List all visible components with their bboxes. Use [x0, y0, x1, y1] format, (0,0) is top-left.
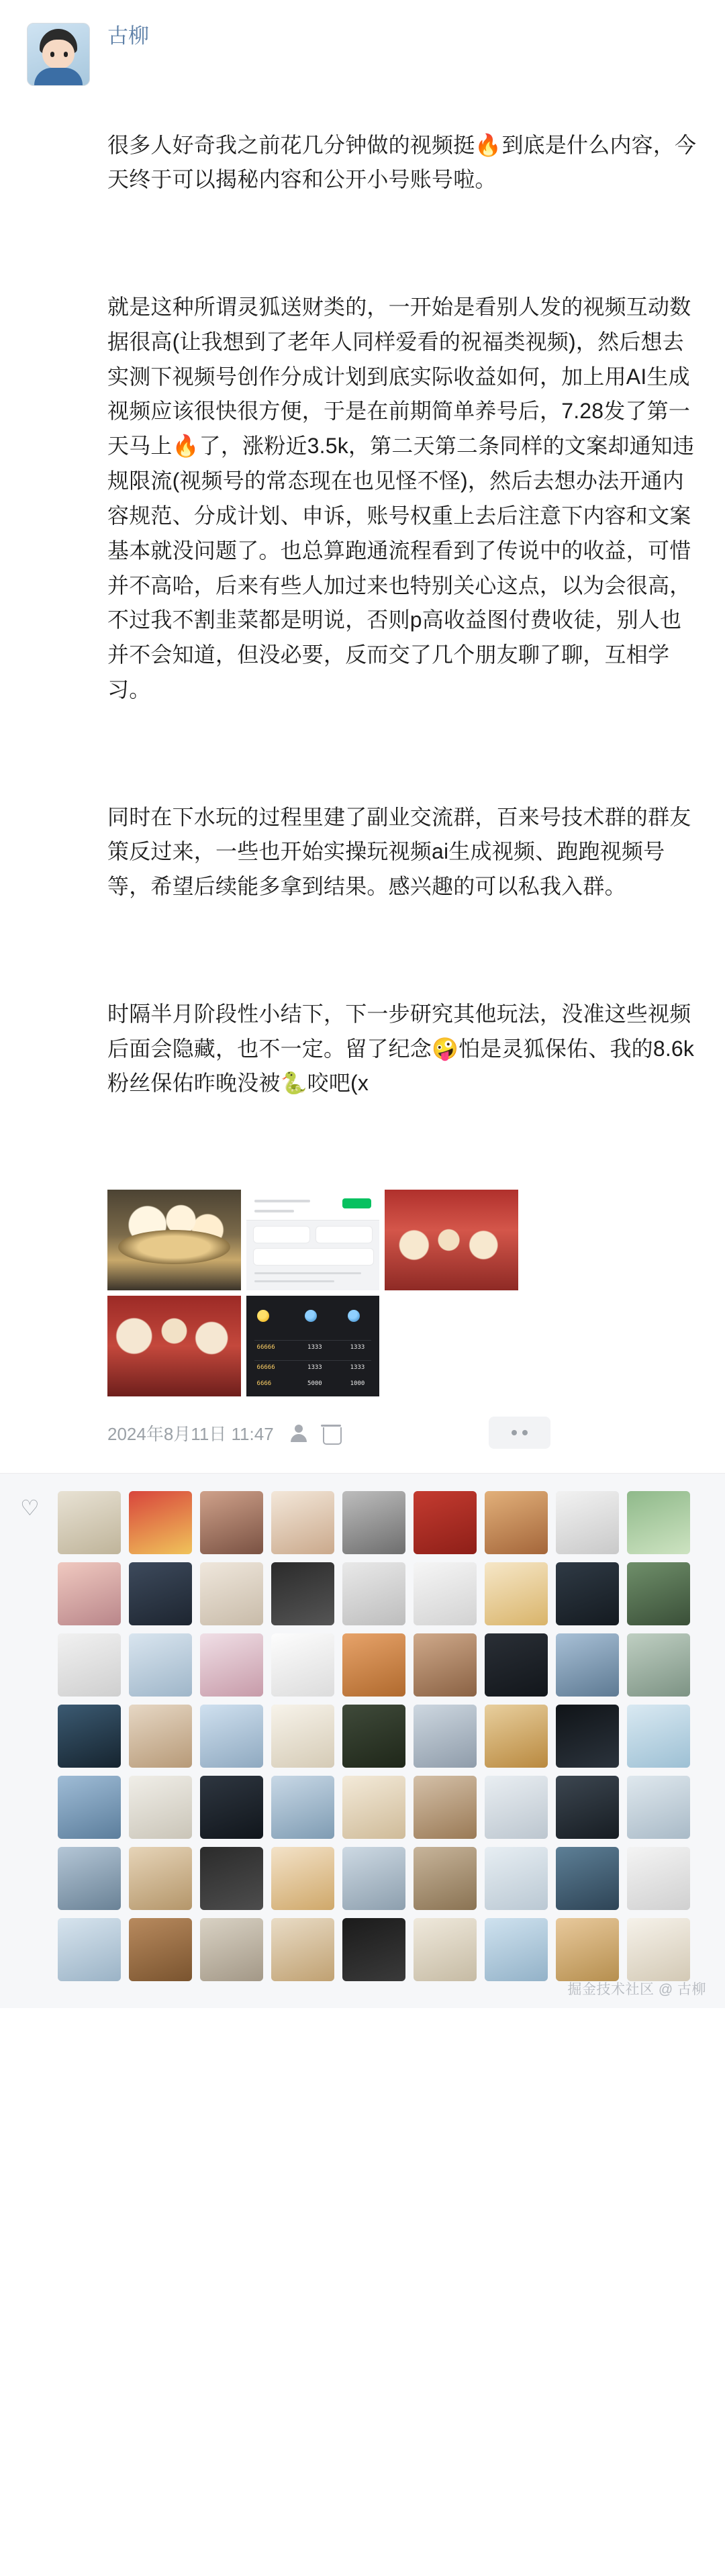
post-paragraph-4: 时隔半月阶段性小结下，下一步研究其他玩法，没准这些视频后面会隐藏，也不一定。留了纪念🤪怕是灵狐保佑、我的8.6k粉丝保佑昨晚没被🐍咬吧(x	[107, 1001, 695, 1096]
avatar-56[interactable]	[129, 1918, 192, 1981]
stat-value-r3c2: 5000	[307, 1380, 322, 1387]
avatar-14[interactable]	[342, 1562, 405, 1625]
avatar-36-image	[627, 1705, 690, 1768]
post-paragraph-2: 就是这种所谓灵狐送财类的，一开始是看别人发的视频互动数据很高(让我想到了老年人同样爱看的祝福类视频)，然后想去实测下视频号创作分成计划到底实际收益如何，加上用AI生成视频应该很快很方便，于是在前期简单养号后，7.28发了第一天马上🔥了，涨粉近3.5k，第二天第二条同样的文案却通知违规限流(视频号的常态现在也见怪不怪)，然后去想办法开通内容规范、分成计划、申诉，账号权重上去后注意下内容和文案基本就没问题了。也总算跑通流程看到了传说中的收益，可惜并不高哈，后来有些人加过来也特别关心这点，以为会很高，不过我不割韭菜都是明说，否则p高收益图付费收徒，别人也并不会知道，但没必要，反而交了几个朋友聊了聊，互相学习。	[107, 294, 695, 702]
avatar-54[interactable]	[627, 1847, 690, 1910]
avatar-2-image	[129, 1491, 192, 1554]
avatar-18[interactable]	[627, 1562, 690, 1625]
avatar-19-image	[58, 1633, 121, 1697]
post-paragraph-1: 很多人好奇我之前花几分钟做的视频挺🔥到底是什么内容，今天终于可以揭秘内容和公开小号账号啦。	[107, 132, 697, 192]
screenshot-line-2	[254, 1210, 295, 1212]
avatar-eye-right	[64, 52, 68, 57]
avatar-51[interactable]	[414, 1847, 477, 1910]
avatar-62-image	[556, 1918, 619, 1981]
post-paragraph-3: 同时在下水玩的过程里建了副业交流群，百来号技术群的群友策反过来，一些也开始实操玩视频ai生成视频、跑跑视频号等，希望后续能多拿到结果。感兴趣的可以私我入群。	[107, 804, 691, 899]
avatar-6-image	[414, 1491, 477, 1554]
heart-icon[interactable]: ♡	[20, 1495, 40, 1520]
coin-icon-1	[257, 1310, 269, 1322]
avatar-eye-left	[50, 52, 54, 57]
post-body	[107, 58, 698, 1171]
post-timestamp: 2024年8月11日 11:47	[107, 1424, 274, 1445]
avatar-44-image	[556, 1776, 619, 1839]
avatar-41-image	[342, 1776, 405, 1839]
avatar-59[interactable]	[342, 1918, 405, 1981]
avatar-36[interactable]	[627, 1705, 690, 1768]
trash-icon[interactable]	[321, 1422, 341, 1445]
avatar-45[interactable]	[627, 1776, 690, 1839]
avatar-28[interactable]	[58, 1705, 121, 1768]
avatar-41[interactable]	[342, 1776, 405, 1839]
screenshot-green-badge	[342, 1198, 372, 1208]
avatar-31[interactable]	[271, 1705, 334, 1768]
avatar-2[interactable]	[129, 1491, 192, 1554]
avatar-face	[42, 40, 75, 69]
screenshot-card-2	[316, 1226, 373, 1243]
dot-2	[522, 1430, 528, 1435]
avatar-10[interactable]	[58, 1562, 121, 1625]
avatar-20[interactable]	[129, 1633, 192, 1697]
coin-icon-2	[305, 1310, 317, 1322]
avatar-60[interactable]	[414, 1918, 477, 1981]
avatar-43[interactable]	[485, 1776, 548, 1839]
avatar-21-image	[200, 1633, 263, 1697]
avatar-63-image	[627, 1918, 690, 1981]
avatar-24-image	[414, 1633, 477, 1697]
photo-wechat-screenshot[interactable]	[246, 1190, 380, 1290]
avatar-5[interactable]	[342, 1491, 405, 1554]
avatar-40[interactable]	[271, 1776, 334, 1839]
avatar-10-image	[58, 1562, 121, 1625]
avatar-42-image	[414, 1776, 477, 1839]
avatar-57-image	[200, 1918, 263, 1981]
avatar-19[interactable]	[58, 1633, 121, 1697]
avatar-20-image	[129, 1633, 192, 1697]
avatar-31-image	[271, 1705, 334, 1768]
user-avatar[interactable]	[27, 23, 90, 86]
avatar-34[interactable]	[485, 1705, 548, 1768]
photo-dark-stats[interactable]	[246, 1296, 380, 1396]
avatar-1[interactable]	[58, 1491, 121, 1554]
avatar-48[interactable]	[200, 1847, 263, 1910]
avatar-body	[34, 68, 83, 85]
avatar-34-image	[485, 1705, 548, 1768]
avatar-24[interactable]	[414, 1633, 477, 1697]
avatar-12[interactable]	[200, 1562, 263, 1625]
avatar-33[interactable]	[414, 1705, 477, 1768]
avatar-52[interactable]	[485, 1847, 548, 1910]
avatar-50[interactable]	[342, 1847, 405, 1910]
avatar-23[interactable]	[342, 1633, 405, 1697]
avatar-25[interactable]	[485, 1633, 548, 1697]
avatar-18-image	[627, 1562, 690, 1625]
image-grid	[107, 1190, 518, 1396]
avatar-39-image	[200, 1776, 263, 1839]
avatar-45-image	[627, 1776, 690, 1839]
avatar-16-image	[485, 1562, 548, 1625]
avatar-39[interactable]	[200, 1776, 263, 1839]
avatar-29[interactable]	[129, 1705, 192, 1768]
avatar-37-image	[58, 1776, 121, 1839]
stat-value-r2c3: 1333	[350, 1364, 365, 1371]
avatar-22[interactable]	[271, 1633, 334, 1697]
stat-value-r3c1: 6666	[256, 1380, 272, 1387]
avatar-30-image	[200, 1705, 263, 1768]
avatar-13-image	[271, 1562, 334, 1625]
avatar-54-image	[627, 1847, 690, 1910]
avatar-8[interactable]	[556, 1491, 619, 1554]
avatar-32-image	[342, 1705, 405, 1768]
coin-icon-3	[348, 1310, 360, 1322]
stat-value-r1c3: 1333	[350, 1343, 365, 1351]
screenshot-card-1	[253, 1226, 310, 1243]
avatar-58-image	[271, 1918, 334, 1981]
avatar-35[interactable]	[556, 1705, 619, 1768]
avatar-32[interactable]	[342, 1705, 405, 1768]
reactions-panel	[0, 1473, 725, 2008]
author-name[interactable]: 古柳	[107, 24, 149, 48]
avatar-42[interactable]	[414, 1776, 477, 1839]
avatar-15-image	[414, 1562, 477, 1625]
avatar-1-image	[58, 1491, 121, 1554]
screenshot-card-3	[253, 1248, 375, 1266]
avatar-56-image	[129, 1918, 192, 1981]
avatar-50-image	[342, 1847, 405, 1910]
avatar-3-image	[200, 1491, 263, 1554]
avatar-11-image	[129, 1562, 192, 1625]
watermark: 掘金技术社区 @ 古柳	[567, 1981, 706, 1997]
avatar-63[interactable]	[627, 1918, 690, 1981]
avatar-30[interactable]	[200, 1705, 263, 1768]
avatar-7[interactable]	[485, 1491, 548, 1554]
avatar-49-image	[271, 1847, 334, 1910]
dot-1	[512, 1430, 517, 1435]
avatar-37[interactable]	[58, 1776, 121, 1839]
avatar-57[interactable]	[200, 1918, 263, 1981]
avatar-7-image	[485, 1491, 548, 1554]
avatar-44[interactable]	[556, 1776, 619, 1839]
stats-divider-2	[254, 1360, 372, 1361]
post-meta-row	[107, 1414, 550, 1453]
avatar-5-image	[342, 1491, 405, 1554]
avatar-48-image	[200, 1847, 263, 1910]
avatar-61-image	[485, 1918, 548, 1981]
avatar-11[interactable]	[129, 1562, 192, 1625]
avatar-9[interactable]	[627, 1491, 690, 1554]
avatar-40-image	[271, 1776, 334, 1839]
stat-value-r3c3: 1000	[350, 1380, 365, 1387]
avatar-60-image	[414, 1918, 477, 1981]
avatar-55[interactable]	[58, 1918, 121, 1981]
avatar-61[interactable]	[485, 1918, 548, 1981]
avatar-49[interactable]	[271, 1847, 334, 1910]
avatar-38-image	[129, 1776, 192, 1839]
avatar-27-image	[627, 1633, 690, 1697]
avatar-16[interactable]	[485, 1562, 548, 1625]
avatar-46[interactable]	[58, 1847, 121, 1910]
avatar-38[interactable]	[129, 1776, 192, 1839]
avatar-53-image	[556, 1847, 619, 1910]
avatar-14-image	[342, 1562, 405, 1625]
screenshot-line-3	[254, 1272, 361, 1274]
avatar-51-image	[414, 1847, 477, 1910]
stat-value-r1c2: 1333	[307, 1343, 322, 1351]
avatar-55-image	[58, 1918, 121, 1981]
avatar-9-image	[627, 1491, 690, 1554]
avatar-43-image	[485, 1776, 548, 1839]
photo-golden-cats[interactable]	[107, 1190, 241, 1290]
liker-avatar-grid	[58, 1491, 690, 1981]
avatar-23-image	[342, 1633, 405, 1697]
avatar-47[interactable]	[129, 1847, 192, 1910]
avatar-12-image	[200, 1562, 263, 1625]
avatar-26-image	[556, 1633, 619, 1697]
avatar-4[interactable]	[271, 1491, 334, 1554]
stat-value-r2c2: 1333	[307, 1364, 322, 1371]
avatar-53[interactable]	[556, 1847, 619, 1910]
avatar-17-image	[556, 1562, 619, 1625]
avatar-8-image	[556, 1491, 619, 1554]
avatar-28-image	[58, 1705, 121, 1768]
avatar-47-image	[129, 1847, 192, 1910]
avatar-33-image	[414, 1705, 477, 1768]
avatar-58[interactable]	[271, 1918, 334, 1981]
avatar-62[interactable]	[556, 1918, 619, 1981]
avatar-52-image	[485, 1847, 548, 1910]
screenshot-line-1	[254, 1200, 310, 1202]
avatar-22-image	[271, 1633, 334, 1697]
avatar-3[interactable]	[200, 1491, 263, 1554]
photo-shelf-cats[interactable]	[107, 1296, 241, 1396]
avatar-59-image	[342, 1918, 405, 1981]
avatar-17[interactable]	[556, 1562, 619, 1625]
avatar-25-image	[485, 1633, 548, 1697]
avatar-29-image	[129, 1705, 192, 1768]
more-dots-icon[interactable]	[489, 1417, 550, 1449]
photo-red-lantern-cats[interactable]	[385, 1190, 518, 1290]
avatar-26[interactable]	[556, 1633, 619, 1697]
avatar-6[interactable]	[414, 1491, 477, 1554]
avatar-21[interactable]	[200, 1633, 263, 1697]
avatar-46-image	[58, 1847, 121, 1910]
avatar-4-image	[271, 1491, 334, 1554]
screenshot-line-4	[254, 1280, 334, 1282]
avatar-27[interactable]	[627, 1633, 690, 1697]
avatar-35-image	[556, 1705, 619, 1768]
avatar-13[interactable]	[271, 1562, 334, 1625]
person-icon[interactable]	[287, 1422, 310, 1445]
post-main	[107, 23, 698, 1453]
stat-value-r1c1: 66666	[256, 1343, 275, 1351]
stat-value-r2c1: 66666	[256, 1364, 275, 1371]
avatar-15[interactable]	[414, 1562, 477, 1625]
stats-divider-1	[254, 1340, 372, 1341]
